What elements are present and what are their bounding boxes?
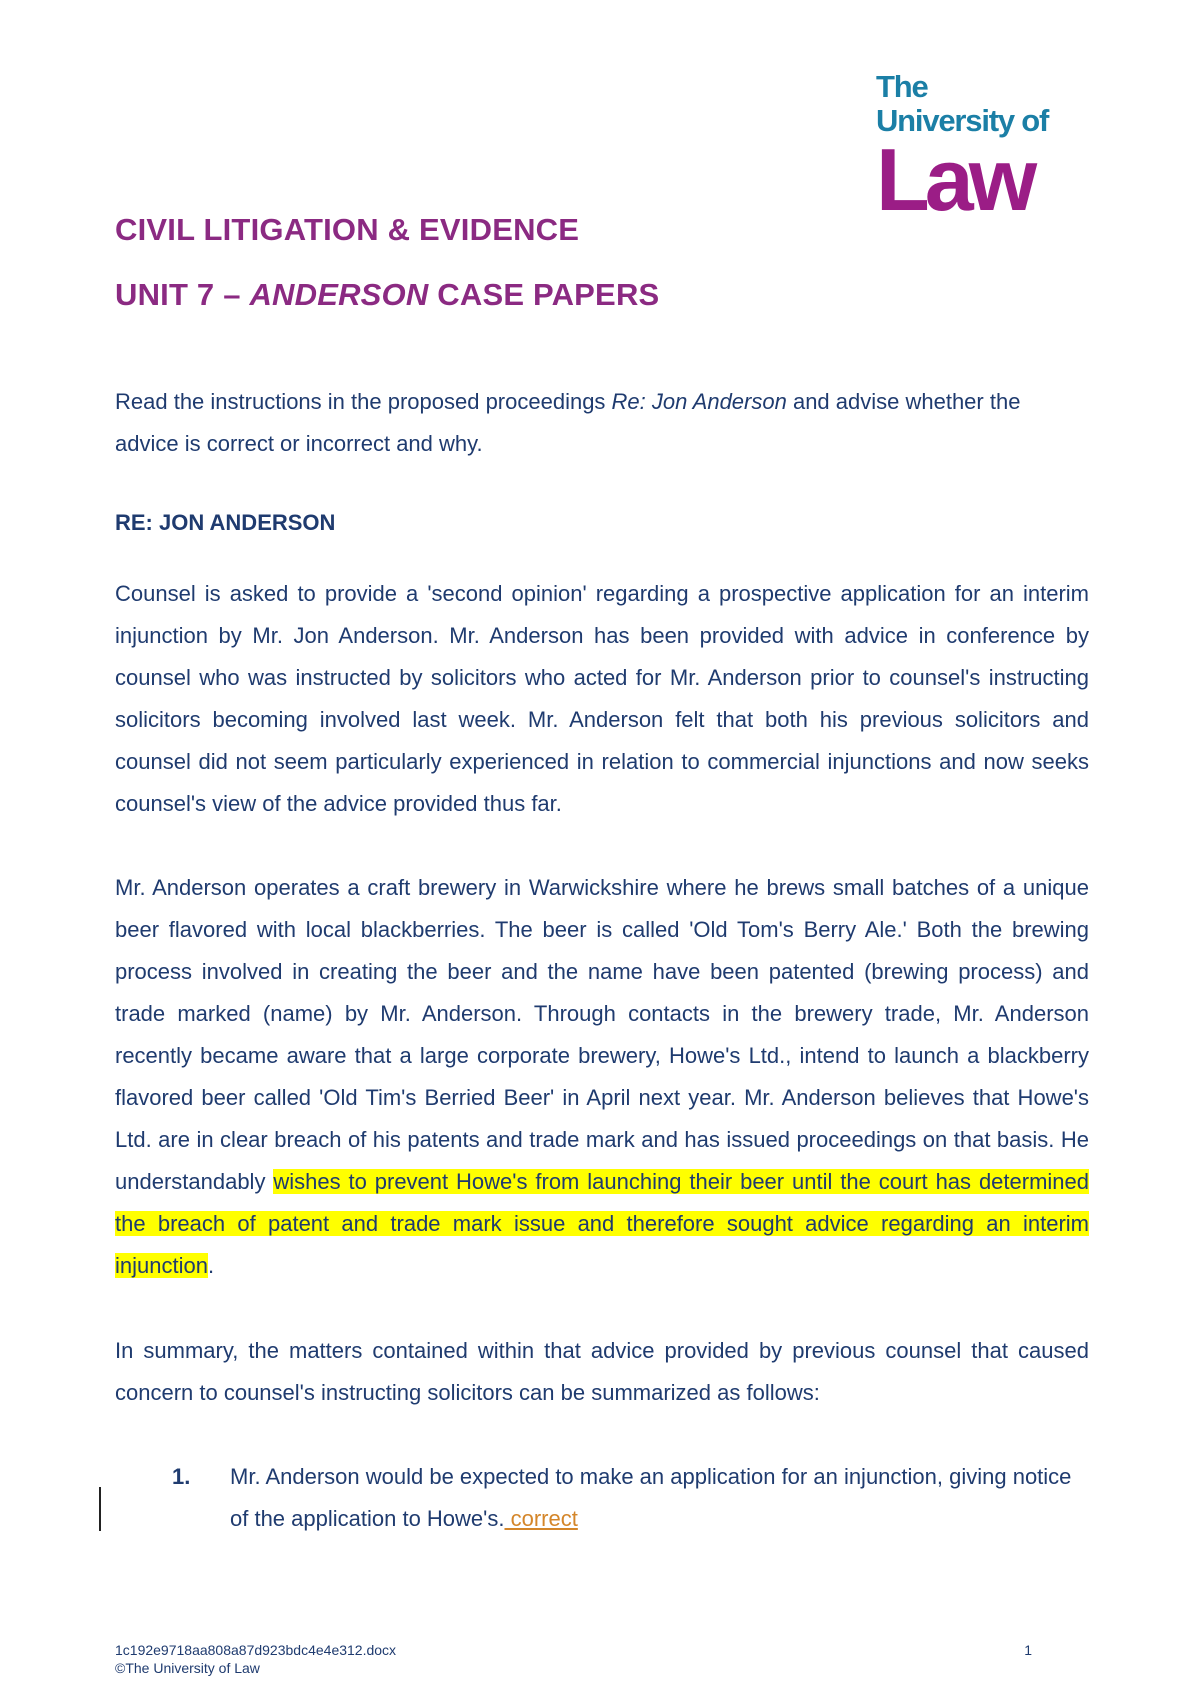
intro-paragraph xyxy=(115,381,1089,465)
paragraph-2-end: . xyxy=(207,1253,215,1278)
university-logo xyxy=(876,69,1076,229)
page-footer xyxy=(115,1641,1089,1677)
paragraph-3: In summary, the matters contained within that advice provided by previous counsel that caused concern to counsel's instructing solicitors can be summarized as follows: xyxy=(115,1338,1089,1405)
highlighted-text: wishes to prevent Howe's from launching their beer until the court has determined the breach of patent and trade mark issue and therefore sought advice regarding an interim injunction xyxy=(115,1169,1090,1278)
page-number: 1 xyxy=(1024,1642,1032,1658)
text-cursor xyxy=(99,1487,101,1531)
intro-text-1: Read the instructions in the proposed proceedings xyxy=(115,389,612,414)
document-title: CIVIL LITIGATION & EVIDENCE xyxy=(115,212,580,247)
logo-line-2: University of xyxy=(876,103,1049,138)
footer-filename: 1c192e9718aa808a87d923bdc4e4e312.docx xyxy=(115,1642,397,1658)
paragraph-2-text: Mr. Anderson operates a craft brewery in Warwickshire where he brews small batches of a unique beer flavored with local blackberries. The beer is called 'Old Tom's Berry Ale.' Both the brewing process involved in creating the beer and the name have been patented (brewing process) and trade marked (name) by Mr. Anderson. Through contacts in the brewery trade, Mr. Anderson recently became aware that a large corporate brewery, Howe's Ltd., intend to launch a blackberry flavored beer called 'Old Tim's Berried Beer' in April next year. Mr. Anderson believes that Howe's Ltd. are in clear breach of his patents and trade mark and has issued proceedings on that basis. He understandably xyxy=(115,875,1089,1194)
logo-line-3: Law xyxy=(876,130,1033,229)
section-heading: RE: JON ANDERSON xyxy=(115,510,336,535)
subtitle-prefix: UNIT 7 – xyxy=(115,277,250,312)
list-item-text: Mr. Anderson would be expected to make an application for an injunction, giving notice of the application to Howe's. xyxy=(230,1464,1072,1531)
paragraph-1: Counsel is asked to provide a 'second opinion' regarding a prospective application for an interim injunction by Mr. Jon Anderson. Mr. Anderson has been provided with advice in conference by counsel who was instructed by solicitors who acted for Mr. Anderson prior to counsel's instructing solicitors becoming involved last week. Mr. Anderson felt that both his previous solicitors and counsel did not seem particularly experienced in relation to commercial injunctions and now seeks counsel's view of the advice provided thus far. xyxy=(115,581,1089,816)
list-number: 1. xyxy=(172,1464,191,1489)
subtitle-suffix: CASE PAPERS xyxy=(428,277,660,312)
annotation-correct: correct xyxy=(504,1506,578,1531)
paragraph-2 xyxy=(115,867,1089,1287)
subtitle-italic: ANDERSON xyxy=(249,277,429,312)
intro-text-2: and advise whether the advice is correct or incorrect and why. xyxy=(115,389,1021,456)
list-text xyxy=(230,1456,1090,1540)
intro-italic: Re: Jon Anderson xyxy=(611,389,787,414)
footer-copyright: ©The University of Law xyxy=(115,1660,260,1676)
document-subtitle xyxy=(115,277,659,313)
logo-line-1: The xyxy=(876,69,928,104)
